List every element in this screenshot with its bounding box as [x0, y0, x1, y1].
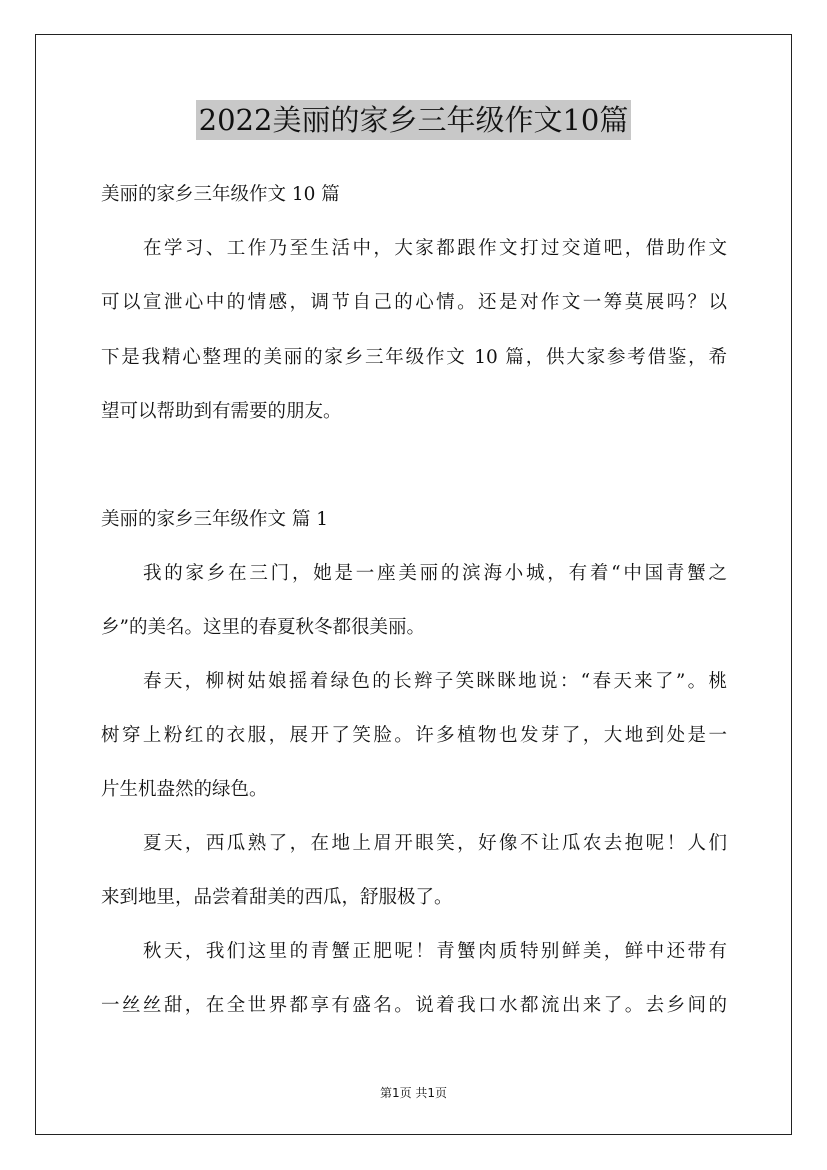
intro-line-3: 下是我精心整理的美丽的家乡三年级作文 10 篇，供大家参考借鉴，希	[101, 347, 727, 368]
body-line-9: 一丝丝甜，在全世界都享有盛名。说着我口水都流出来了。去乡间的	[101, 995, 727, 1016]
intro-line-2: 可以宣泄心中的情感，调节自己的心情。还是对作文一筹莫展吗？以	[101, 292, 727, 313]
section-heading: 美丽的家乡三年级作文 篇 1	[101, 509, 329, 530]
title-container	[0, 100, 827, 140]
intro-line-1: 在学习、工作乃至生活中，大家都跟作文打过交道吧，借助作文	[143, 238, 727, 259]
intro-line-4: 望可以帮助到有需要的朋友。	[101, 401, 342, 422]
body-line-3: 春天，柳树姑娘摇着绿色的长辫子笑眯眯地说：“春天来了”。桃	[143, 671, 727, 692]
body-line-1: 我的家乡在三门，她是一座美丽的滨海小城，有着“中国青蟹之	[143, 563, 727, 584]
body-line-8: 秋天，我们这里的青蟹正肥呢！青蟹肉质特别鲜美，鲜中还带有	[143, 941, 727, 962]
page-footer: 第1页 共1页	[379, 1086, 448, 1100]
body-line-2: 乡”的美名。这里的春夏秋冬都很美丽。	[101, 617, 425, 638]
body-line-7: 来到地里，品尝着甜美的西瓜，舒服极了。	[101, 887, 453, 908]
body-line-5: 片生机盎然的绿色。	[101, 779, 268, 800]
body-line-6: 夏天，西瓜熟了，在地上眉开眼笑，好像不让瓜农去抱呢！人们	[143, 833, 727, 854]
body-line-4: 树穿上粉红的衣服，展开了笑脸。许多植物也发芽了，大地到处是一	[101, 725, 727, 746]
document-title: 2022美丽的家乡三年级作文10篇	[196, 100, 632, 140]
document-subtitle: 美丽的家乡三年级作文 10 篇	[101, 184, 340, 205]
